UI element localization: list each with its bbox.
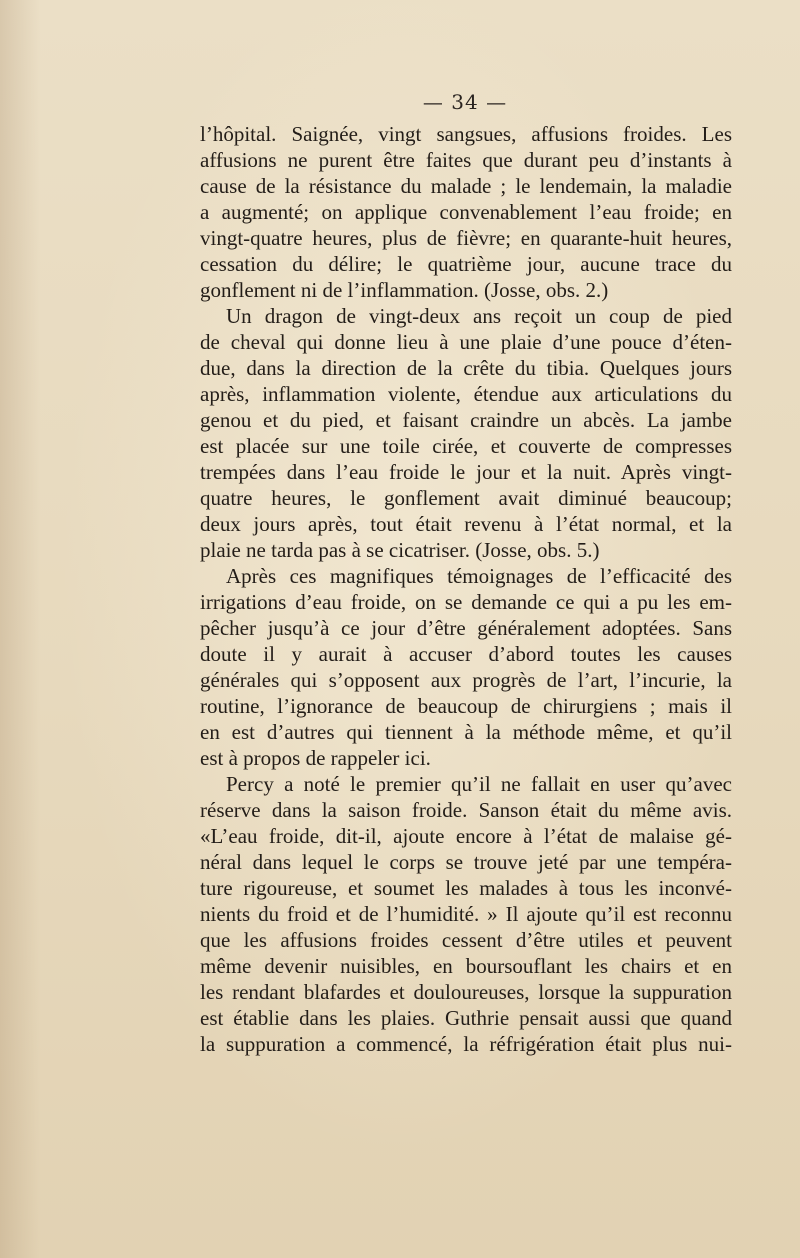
- text-line: a augmenté; on applique convenablement l’eau froide; en: [200, 200, 732, 224]
- text-line: que les affusions froides cessent d’être utiles et peuvent: [200, 928, 732, 952]
- text-line: deux jours après, tout était revenu à l’état normal, et la: [200, 512, 732, 536]
- text-line: trempées dans l’eau froide le jour et la nuit. Après vingt-: [200, 460, 732, 484]
- text-line: les rendant blafardes et douloureuses, lorsque la suppuration: [200, 980, 732, 1004]
- text-line: cause de la résistance du malade ; le lendemain, la maladie: [200, 174, 732, 198]
- text-line: même devenir nuisibles, en boursouflant les chairs et en: [200, 954, 732, 978]
- text-line: plaie ne tarda pas à se cicatriser. (Josse, obs. 5.): [200, 538, 600, 562]
- text-line: due, dans la direction de la crête du tibia. Quelques jours: [200, 356, 732, 380]
- body-text: [200, 121, 732, 1057]
- text-line: Un dragon de vingt-deux ans reçoit un coup de pied: [226, 304, 732, 328]
- text-line: de cheval qui donne lieu à une plaie d’une pouce d’éten-: [200, 330, 732, 354]
- text-line: l’hôpital. Saignée, vingt sangsues, affusions froides. Les: [200, 122, 732, 146]
- text-line: la suppuration a commencé, la réfrigération était plus nui-: [200, 1032, 732, 1056]
- text-line: en est d’autres qui tiennent à la méthode même, et qu’il: [200, 720, 732, 744]
- text-line: vingt-quatre heures, plus de fièvre; en quarante-huit heures,: [200, 226, 732, 250]
- text-line: doute il y aurait à accuser d’abord toutes les causes: [200, 642, 732, 666]
- text-line: affusions ne purent être faites que durant peu d’instants à: [200, 148, 732, 172]
- text-line: néral dans lequel le corps se trouve jeté par une tempéra-: [200, 850, 732, 874]
- text-line: routine, l’ignorance de beaucoup de chirurgiens ; mais il: [200, 694, 732, 718]
- text-line: ture rigoureuse, et soumet les malades à tous les inconvé-: [200, 876, 732, 900]
- page-number: — 34 —: [422, 90, 508, 114]
- text-line: cessation du délire; le quatrième jour, aucune trace du: [200, 252, 732, 276]
- text-line: est à propos de rappeler ici.: [200, 746, 431, 770]
- text-line: nients du froid et de l’humidité. » Il ajoute qu’il est reconnu: [200, 902, 732, 926]
- text-line: genou et du pied, et faisant craindre un abcès. La jambe: [200, 408, 732, 432]
- text-line: «L’eau froide, dit-il, ajoute encore à l’état de malaise gé-: [200, 824, 732, 848]
- text-line: est établie dans les plaies. Guthrie pensait aussi que quand: [200, 1006, 732, 1030]
- text-line: réserve dans la saison froide. Sanson était du même avis.: [200, 798, 732, 822]
- text-line: irrigations d’eau froide, on se demande ce qui a pu les em-: [200, 590, 732, 614]
- text-line: pêcher jusqu’à ce jour d’être généralement adoptées. Sans: [200, 616, 732, 640]
- text-line: est placée sur une toile cirée, et couverte de compresses: [200, 434, 732, 458]
- text-line: quatre heures, le gonflement avait diminué beaucoup;: [200, 486, 732, 510]
- text-line: générales qui s’opposent aux progrès de l’art, l’incurie, la: [200, 668, 732, 692]
- text-line: Percy a noté le premier qu’il ne fallait en user qu’avec: [226, 772, 732, 796]
- text-line: Après ces magnifiques témoignages de l’efficacité des: [226, 564, 732, 588]
- text-line: après, inflammation violente, étendue aux articulations du: [200, 382, 732, 406]
- text-line: gonflement ni de l’inflammation. (Josse, obs. 2.): [200, 278, 609, 302]
